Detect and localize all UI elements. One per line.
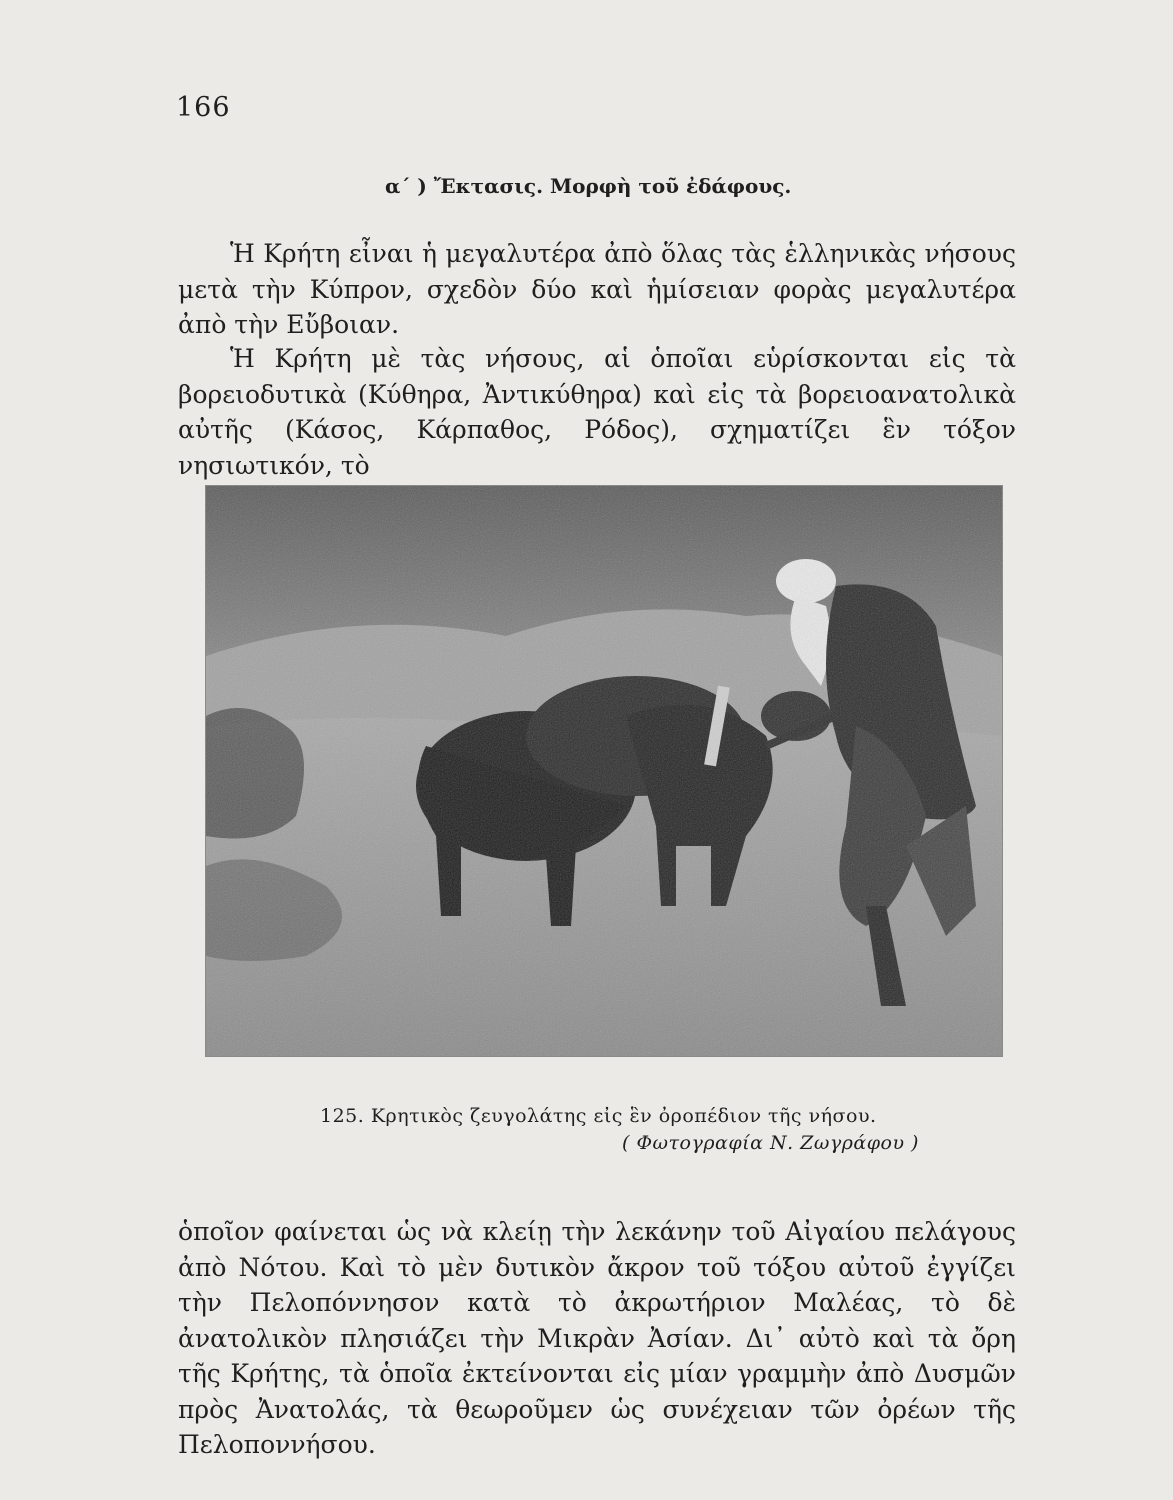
paragraph-3: ὁποῖον φαίνεται ὡς νὰ κλείῃ τὴν λεκάνην τοῦ Αἰγαίου πελάγους ἀπὸ Νότου. Καὶ τὸ μὲν δυτικὸν ἄκρον τοῦ τόξου αὐτοῦ ἐγγίζει τὴν Πελοπόννησον κατὰ τὸ ἀκρωτήριον Μαλέας, τὸ δὲ ἀνατολικὸν πλησιάζει τὴν Μικρὰν Ἀσίαν. Δι᾽ αὐτὸ καὶ τὰ ὄρη τῆς Κρήτης, τὰ ὁποῖα ἐκτείνονται εἰς μίαν γραμμὴν ἀπὸ Δυσμῶν πρὸς Ἀνατολάς, τὰ θεωροῦμεν ὡς συνέχειαν τῶν ὀρέων τῆς Πελοποννήσου. xyxy=(178,1217,1016,1459)
paragraph-1: Ἡ Κρήτη εἶναι ἡ μεγαλυτέρα ἀπὸ ὅλας τὰς ἑλληνικὰς νήσους μετὰ τὴν Κύπρον, σχεδὸν δύο καὶ ἡμίσειαν φορὰς μεγαλυτέρα ἀπὸ τὴν Εὔβοιαν. xyxy=(178,239,1016,339)
section-heading: α΄ ) Ἔκτασις. Μορφὴ τοῦ ἐδάφους. xyxy=(385,174,792,198)
figure-caption: 125. Κρητικὸς ζευγολάτης εἰς ἓν ὀροπέδιον τῆς νήσου. xyxy=(320,1105,877,1127)
ploughman-photo-illustration xyxy=(206,486,1002,1056)
photo-credit: ( Φωτογραφία Ν. Ζωγράφου ) xyxy=(622,1132,919,1154)
page-number: 166 xyxy=(176,92,231,123)
paragraph-2: Ἡ Κρήτη μὲ τὰς νήσους, αἱ ὁποῖαι εὑρίσκονται εἰς τὰ βορειοδυτικὰ (Κύθηρα, Ἀντικύθηρα) καὶ εἰς τὰ βορειοανατολικὰ αὐτῆς (Κάσος, Κάρπαθος, Ρόδος), σχηματίζει ἓν τόξον νησιωτικόν, τὸ xyxy=(178,344,1016,480)
photograph xyxy=(205,485,1003,1057)
